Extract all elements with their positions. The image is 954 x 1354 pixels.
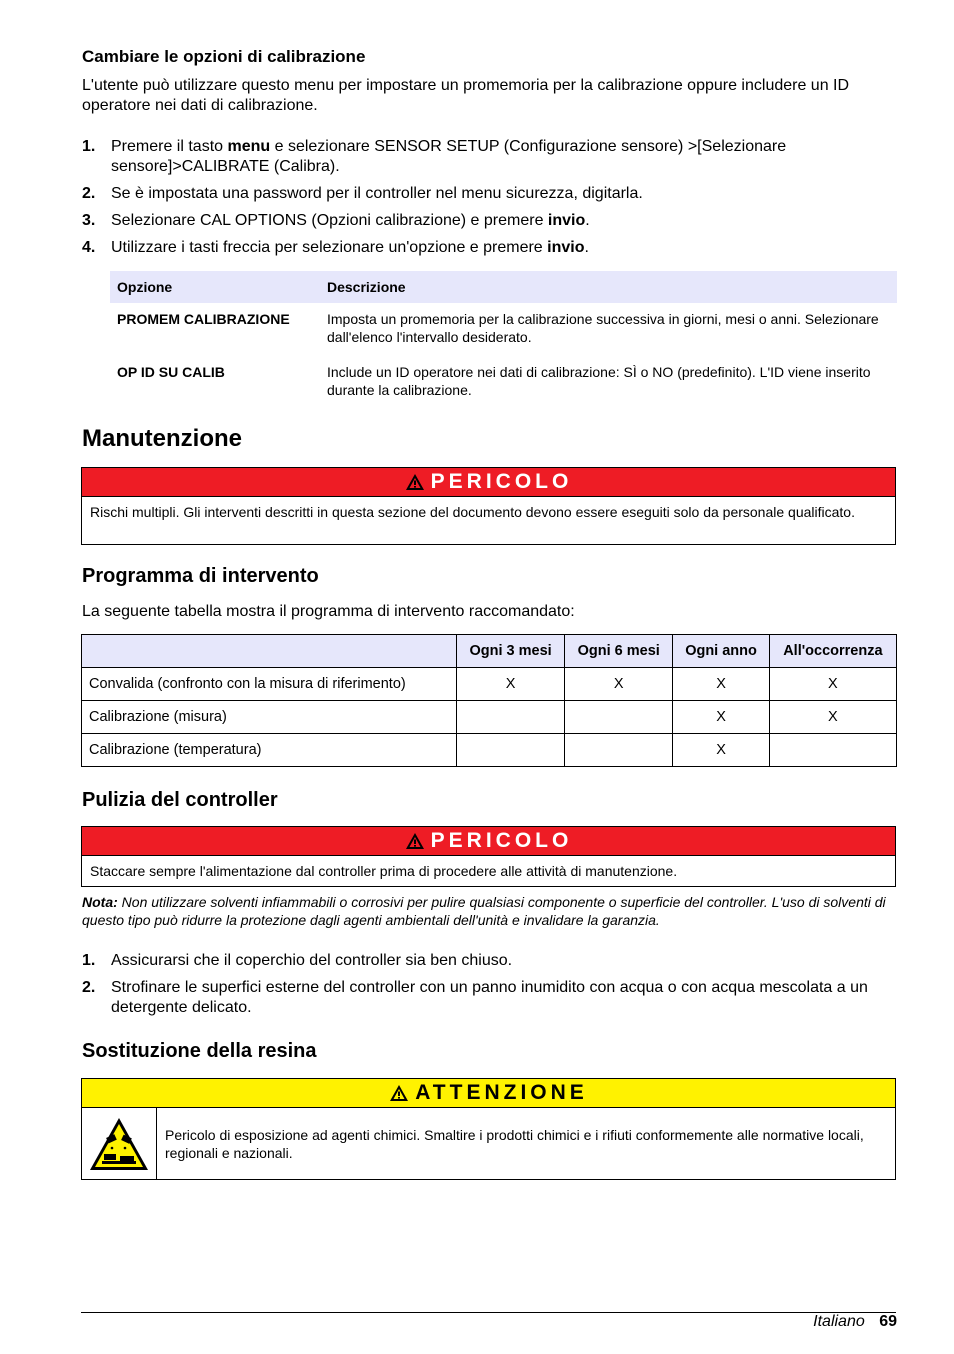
page-number: 69 [879,1313,897,1330]
danger-box-cleaning [81,826,896,887]
calibration-intro: L'utente può utilizzare questo menu per impostare un promemoria per la calibrazione oppure includere un ID operatore nei dati di calibrazione. [82,77,850,114]
table-row: Convalida (confronto con la misura di riferimento) X X X X [82,668,897,701]
section-title-resin: Sostituzione della resina [82,1040,317,1062]
chemical-hazard-icon-cell [82,1108,157,1180]
caution-bar [82,1079,895,1108]
schedule-header-year: Ogni anno [673,635,769,668]
schedule-header-6m: Ogni 6 mesi [565,635,673,668]
cleaning-steps [82,951,897,1025]
step-item: 2. Se è impostata una password per il controller nel menu sicurezza, digitarla. [82,185,643,202]
options-table [110,271,897,409]
danger-label: PERICOLO [430,470,573,493]
warning-triangle-icon [405,832,425,850]
schedule-header-asneeded: All'occorrenza [769,635,896,668]
table-row: Calibrazione (temperatura) X [82,734,897,767]
step-item: 1. Premere il tasto menu e selezionare SENSOR SETUP (Configurazione sensore) >[Selezionare sensore]>CALIBRATE (Calibra). [82,138,787,175]
section-title-schedule: Programma di intervento [82,565,319,587]
danger-bar [82,468,895,497]
danger-label: PERICOLO [430,829,573,852]
schedule-intro: La seguente tabella mostra il programma di intervento raccomandato: [82,603,575,620]
section-title-calibration-options: Cambiare le opzioni di calibrazione [82,47,366,66]
chemical-hazard-icon [88,1116,150,1172]
danger-text: Staccare sempre l'alimentazione dal controller prima di procedere alle attività di manutenzione. [90,863,678,879]
note-label: Nota: [82,894,118,910]
cleaning-note [82,893,897,929]
calibration-steps [82,137,897,265]
schedule-table [81,634,897,767]
step-item: 2. Strofinare le superfici esterne del controller con un panno inumidito con acqua o con acqua mescolata a un detergente delicato. [82,979,868,1016]
table-row: PROMEM CALIBRAZIONE Imposta un promemoria per la calibrazione successiva in giorni, mesi o anni. Selezionare dall'elenco l'intervallo desiderato. [117,311,879,345]
footer [813,1313,897,1331]
options-header-description: Descrizione [320,271,897,303]
table-row: Calibrazione (misura) X X [82,701,897,734]
schedule-header-3m: Ogni 3 mesi [457,635,565,668]
caution-label: ATTENZIONE [415,1081,588,1104]
step-item: 1. Assicurarsi che il coperchio del controller sia ben chiuso. [82,952,513,969]
section-title-cleaning: Pulizia del controller [82,789,278,811]
caution-text: Pericolo di esposizione ad agenti chimici. Smaltire i prodotti chimici e i rifiuti conformemente alle normative locali, regionali e nazionali. [165,1127,864,1161]
warning-triangle-icon [389,1084,409,1102]
step-item: 4. Utilizzare i tasti freccia per selezionare un'opzione e premere invio. [82,239,589,256]
danger-box-maintenance [81,467,896,545]
page-heading-maintenance: Manutenzione [82,425,242,452]
caution-box-resin [81,1078,896,1180]
warning-triangle-icon [405,473,425,491]
footer-divider [81,1312,896,1313]
danger-text: Rischi multipli. Gli interventi descritti in questa sezione del documento devono essere eseguiti solo da personale qualificato. [90,504,855,520]
options-header-option: Opzione [110,271,320,303]
footer-language: Italiano [813,1313,865,1330]
schedule-header-empty [82,635,457,668]
table-row: OP ID SU CALIB Include un ID operatore nei dati di calibrazione: SÌ o NO (predefinito). L'ID viene inserito durante la calibrazione. [117,364,871,398]
step-item: 3. Selezionare CAL OPTIONS (Opzioni calibrazione) e premere invio. [82,212,590,229]
danger-bar [82,827,895,856]
note-text: Non utilizzare solventi infiammabili o corrosivi per pulire qualsiasi componente o superficie del controller. L'uso di solventi di questo tipo può ridurre la protezione dagli agenti ambientali dell'unità e invalidare la garanzia. [82,894,886,928]
